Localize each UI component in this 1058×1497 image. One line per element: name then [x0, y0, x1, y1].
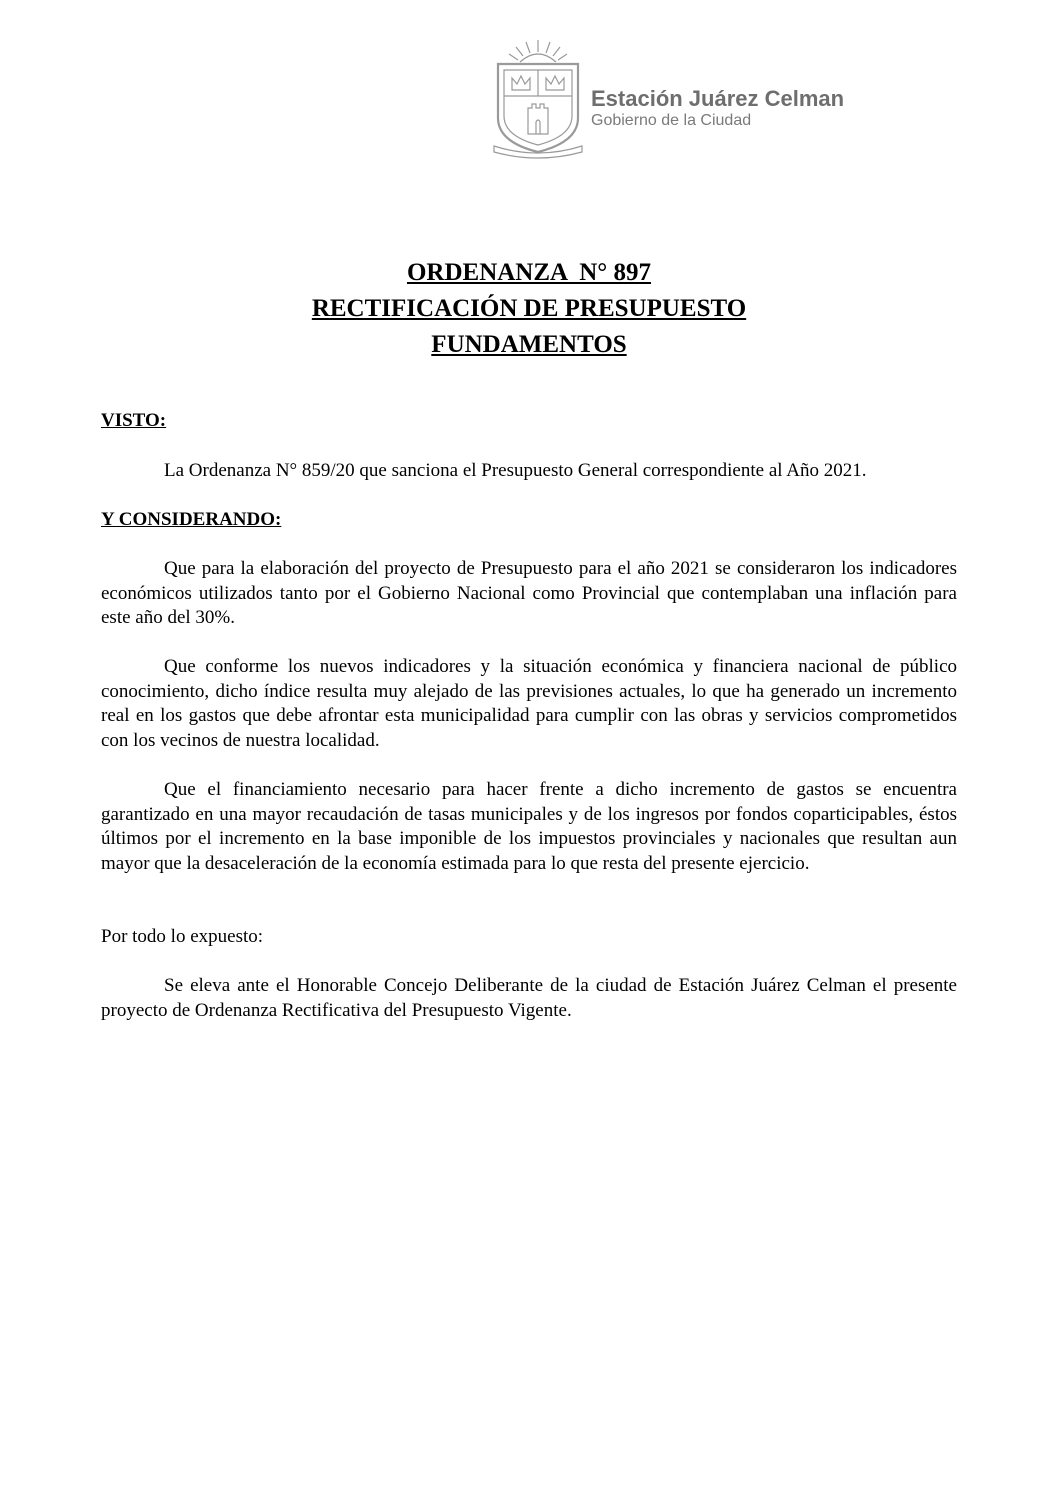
title-fundamentos: FUNDAMENTOS — [431, 331, 627, 358]
org-subtitle: Gobierno de la Ciudad — [591, 112, 752, 129]
org-name: Estación Juárez Celman — [591, 86, 845, 111]
considerando-heading: Y CONSIDERANDO: — [101, 509, 282, 530]
closing-paragraph: Se eleva ante el Honorable Concejo Deliberante de la ciudad de Estación Juárez Celman el presente proyecto de Ordenanza Rectificativa del Presupuesto Vigente. — [101, 975, 957, 1021]
considerando-paragraph-1: Que para la elaboración del proyecto de Presupuesto para el año 2021 se consideraron los indicadores económicos utilizados tanto por el Gobierno Nacional como Provincial que contemplaban una inflación para este año del 30%. — [101, 558, 957, 628]
closing-intro: Por todo lo expuesto: — [101, 926, 264, 947]
document-titles — [0, 255, 1058, 363]
letterhead — [490, 38, 870, 163]
title-rectificacion: RECTIFICACIÓN DE PRESUPUESTO — [311, 295, 747, 322]
visto-heading: VISTO: — [101, 410, 167, 431]
visto-paragraph: La Ordenanza N° 859/20 que sanciona el Presupuesto General correspondiente al Año 2021. — [164, 460, 867, 481]
municipal-crest-icon — [490, 38, 586, 160]
considerando-paragraph-2: Que conforme los nuevos indicadores y la situación económica y financiera nacional de público conocimiento, dicho índice resulta muy alejado de las previsiones actuales, lo que ha generado un incremento real en los gastos que debe afrontar esta municipalidad para cumplir con las obras y servicios comprometidos con los vecinos de nuestra localidad. — [101, 656, 957, 751]
title-ordenanza: ORDENANZA N° 897 — [406, 259, 652, 286]
considerando-paragraph-3: Que el financiamiento necesario para hacer frente a dicho incremento de gastos se encuentra garantizado en una mayor recaudación de tasas municipales y de los ingresos por fondos coparticipables, éstos últimos por el incremento en la base imponible de los impuestos provinciales y nacionales que resultan aun mayor que la desaceleración de la economía estimada para lo que resta del presente ejercicio. — [101, 779, 957, 874]
